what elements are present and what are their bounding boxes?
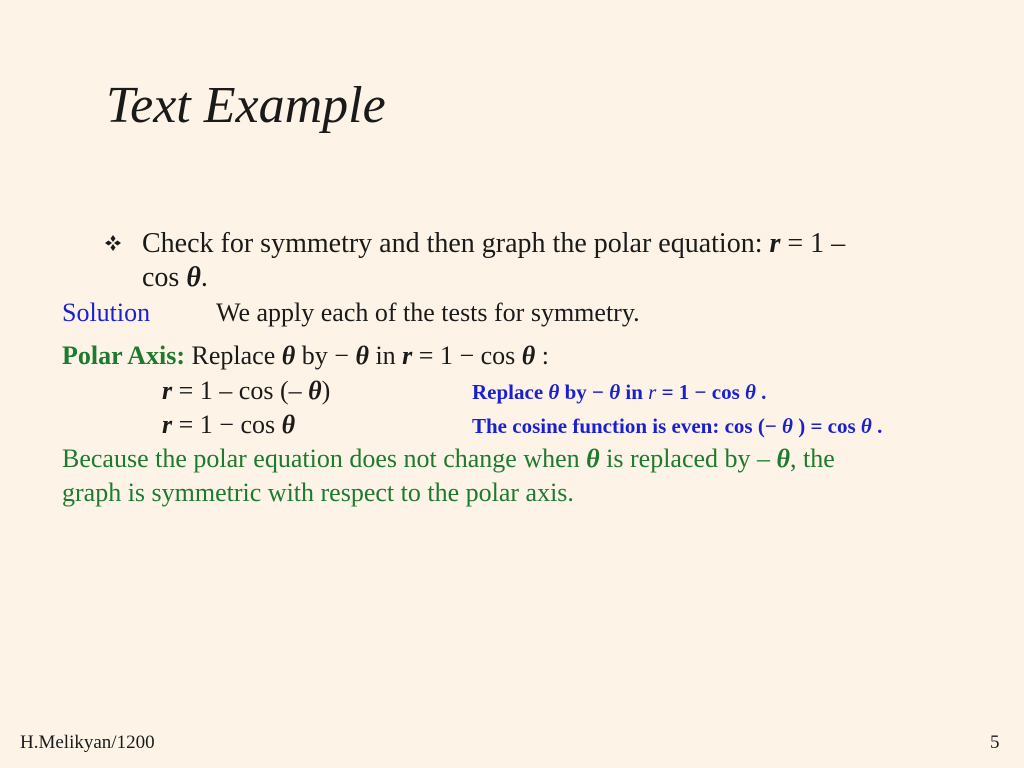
four-diamond-bullet-icon [104, 234, 122, 252]
bullet-text-line-1: Check for symmetry and then graph the polar equation: r = 1 – [142, 228, 846, 259]
bullet-text-line-2: cos θ. [142, 262, 208, 293]
conclusion-line-1: Because the polar equation does not change when θ is replaced by – θ, the [62, 444, 835, 473]
equation-step-1: r = 1 – cos (– θ) [162, 376, 331, 405]
conclusion-line-2: graph is symmetric with respect to the polar axis. [62, 478, 574, 507]
solution-text: We apply each of the tests for symmetry. [216, 298, 640, 327]
solution-label: Solution [62, 298, 151, 327]
polar-axis-label: Polar Axis: [62, 341, 186, 370]
slide-title: Text Example [106, 77, 386, 134]
polar-axis-test-line: Polar Axis: Replace θ by − θ in r = 1 − cos θ : [62, 341, 550, 370]
equation-step-2: r = 1 − cos θ [162, 410, 296, 439]
page-number: 5 [990, 732, 1000, 753]
footer-author: H.Melikyan/1200 [20, 732, 155, 753]
explanation-note-2: The cosine function is even: cos (− θ ) = cos θ . [472, 414, 883, 438]
explanation-note-1: Replace θ by − θ in r = 1 − cos θ . [472, 380, 767, 404]
